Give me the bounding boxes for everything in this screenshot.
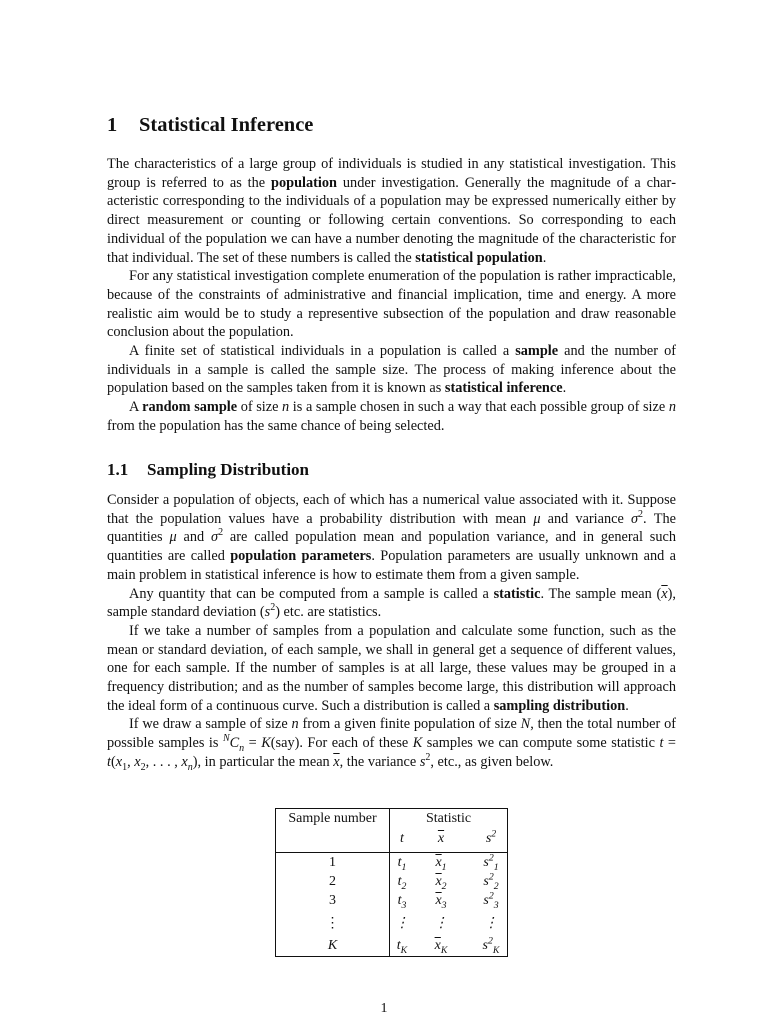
table-cell-s-squared: $s^2_2$ — [483, 871, 499, 892]
section-number: 1 — [107, 114, 118, 136]
table-cell-vdots: ⋮ — [434, 916, 448, 931]
page-number: 1 — [380, 1001, 388, 1016]
intro-text — [107, 155, 676, 436]
table-cell-x-bar: $\overline{x}_K$ — [434, 938, 448, 956]
sampling-text — [107, 491, 676, 772]
subsection-title: Sampling Distribution — [147, 460, 310, 479]
paragraph-population: The characteristics of a large group of individuals is studied in any statistical investigation. This group is referred to as the population under investigation. Generally the magnitude of a characteristic corresponding to the individuals of a population may be expressed numerically either by direct measurement or counting or following certain conventions. So corresponding to each individual of the population we can have a number denoting the magnitude of the characteristic for that individual. The set of these numbers is called the statistical population. — [107, 156, 676, 266]
table-horizontal-rule — [276, 852, 507, 853]
table-cell-s-squared: $s^2_K$ — [482, 935, 500, 956]
table-cell-x-bar: $\overline{x}_1$ — [435, 855, 447, 873]
header-sample-number: Sample number — [288, 811, 377, 826]
section-heading — [107, 114, 313, 137]
paragraph-sample: A finite set of statistical individuals in a population is called a sample and the number of individuals in a sample is called the sample size. The process of making inference about the population based on the samples taken from it is known as statistical inference. — [107, 343, 676, 397]
table-cell-x-bar: $\overline{x}_2$ — [435, 874, 447, 892]
table-cell-t: $t_3$ — [397, 893, 407, 911]
subsection-heading — [107, 460, 309, 480]
table-cell-x-bar: $\overline{x}_3$ — [435, 893, 447, 911]
paragraph-enumeration: For any statistical investigation complete enumeration of the population is rather impracticable, because of the constraints of administrative and financial implication, time and energy. A more realistic aim would be to study a representive subsection of the population and draw reasonable conclusion about the population. — [107, 268, 676, 341]
header-t: t — [400, 831, 404, 846]
table-row-number: K — [327, 938, 338, 953]
paragraph-sampling-distribution: If we take a number of samples from a population and calculate some function, such as the mean or standard deviation, of each sample, we shall in general get a sequence of different values, one for each sample. If the number of samples is at all large, these values may be grouped in a frequency distribution; and as the number of samples become large, this distribution will approach the ideal form of a continuous curve. Such a distribution is called a sampling distribution. — [107, 622, 676, 714]
header-s-squared: $s^2$ — [485, 828, 497, 846]
table-row-number: 2 — [329, 874, 336, 889]
table-cell-vdots: ⋮ — [484, 916, 498, 931]
table-row-number: 1 — [329, 855, 336, 870]
paragraph-random-sample: A random sample of size n is a sample chosen in such a way that each possible group of size n from the population has the same chance of being selected. — [107, 399, 676, 434]
header-x-bar: $\overline{x}$ — [437, 831, 445, 846]
section-title: Statistical Inference — [139, 114, 314, 136]
table-cell-t: $t_K$ — [396, 938, 408, 956]
header-statistic: Statistic — [425, 811, 472, 826]
table-cell-s-squared: $s^2_1$ — [483, 852, 499, 873]
table-cell-t: $t_1$ — [397, 855, 407, 873]
table-cell-vdots: ⋮ — [395, 916, 409, 931]
subsection-number: 1.1 — [107, 460, 129, 479]
table-row-vdots: ⋮ — [325, 916, 340, 931]
table-cell-s-squared: $s^2_3$ — [483, 890, 499, 911]
statistics-table — [275, 808, 508, 957]
paragraph-statistic: Any quantity that can be computed from a sample is called a statistic. The sample mean $(\overline{x})$, sample standard deviation $(s^2)$ etc. are statistics. — [107, 585, 676, 621]
paragraph-possible-samples: If we draw a sample of size n from a given finite population of size N, then the total number of possible samples is $^NC_n = K(say)$. For each of these K samples we can compute some statistic $t = t(x_1$, $x_2$, . . . , $x_n$), in particular the mean $\overline{x}$, the variance $s^2$, etc., as given below. — [107, 716, 676, 773]
paragraph-population-parameters: Consider a population of objects, each of which has a numerical value associated with it. Suppose that the population values have a probability distribution with mean μ and variance $\sigma^2$. The quantities μ and $\sigma^2$ are called population mean and population variance, and in general such quantities are called population parameters. Population parameters are usually unknown and a main problem in statistical inference is how to estimate them from a given sample. — [107, 492, 676, 583]
table-cell-t: $t_2$ — [397, 874, 407, 892]
table-row-number: 3 — [329, 893, 336, 908]
